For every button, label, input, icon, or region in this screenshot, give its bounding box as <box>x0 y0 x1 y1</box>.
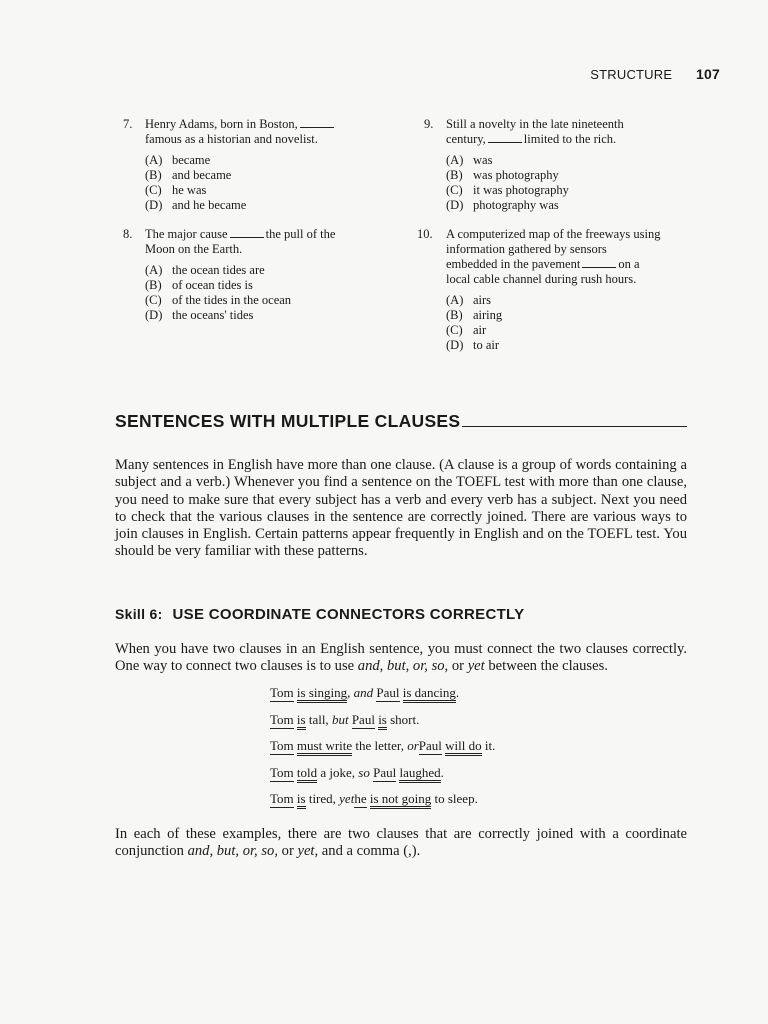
option-a[interactable]: (A) airs <box>446 293 492 307</box>
question-7 <box>123 117 385 213</box>
option-b[interactable]: (B) airing <box>446 308 503 322</box>
option-c[interactable]: (C) it was photography <box>446 183 569 197</box>
answer-blank <box>582 258 616 268</box>
question-10 <box>417 227 706 353</box>
option-d[interactable]: (D) photography was <box>446 198 559 212</box>
option-c[interactable]: (C) he was <box>145 183 207 197</box>
option-b[interactable]: (B) was photography <box>446 168 559 182</box>
example-sentence: Tom is singing, and Paul is dancing. <box>270 684 495 711</box>
answer-blank <box>488 133 522 143</box>
answer-options <box>446 293 706 353</box>
skill-title: USE COORDINATE CONNECTORS CORRECTLY <box>172 606 525 623</box>
section-title: SENTENCES WITH MULTIPLE CLAUSES <box>115 411 687 432</box>
question-stem: Still a novelty in the late nineteenth century, limited to the rich. <box>446 117 624 146</box>
option-d[interactable]: (D) the oceans' tides <box>145 308 254 322</box>
question-8 <box>123 227 385 323</box>
answer-blank <box>300 118 334 128</box>
page-number: 107 <box>696 66 720 82</box>
question-number: 10. <box>417 227 433 241</box>
question-number: 9. <box>424 117 434 131</box>
skill-label: Skill 6: <box>115 606 163 622</box>
question-stem: The major cause the pull of the Moon on the Earth. <box>145 227 336 256</box>
answer-options <box>145 153 385 213</box>
option-c[interactable]: (C) air <box>446 323 487 337</box>
option-a[interactable]: (A) was <box>446 153 493 167</box>
answer-options <box>145 263 385 323</box>
option-a[interactable]: (A) the ocean tides are <box>145 263 265 277</box>
answer-options <box>446 153 696 213</box>
intro-paragraph: Many sentences in English have more than one clause. (A clause is a group of words containing a subject and a verb.) Whenever you find a sentence on the TOEFL test with more than one clause, you need to make sure that every subject has a verb and every verb has a subject. Next you need to check that the various clauses in the sentence are correctly joined. There are various ways to join clauses in English. Certain patterns appear frequently in English and on the TOEFL test. You should be very familiar with these patterns. <box>115 457 687 560</box>
question-9 <box>424 117 696 213</box>
question-number: 8. <box>123 227 133 241</box>
example-sentence: Tom must write the letter, orPaul will do it. <box>270 737 495 764</box>
example-sentences <box>270 684 495 817</box>
page-header <box>590 66 720 82</box>
example-sentence: Tom told a joke, so Paul laughed. <box>270 764 495 791</box>
closing-paragraph: In each of these examples, there are two clauses that are correctly joined with a coordinate conjunction and, but, or, so, or yet, and a comma (,). <box>115 826 687 860</box>
example-sentence: Tom is tall, but Paul is short. <box>270 711 495 738</box>
option-c[interactable]: (C) of the tides in the ocean <box>145 293 292 307</box>
skill-intro-paragraph: When you have two clauses in an English sentence, you must connect the two clauses correctly. One way to connect two clauses is to use and, but, or, so, or yet between the clauses. <box>115 641 687 675</box>
example-sentence: Tom is tired, yethe is not going to sleep. <box>270 790 495 817</box>
skill-heading <box>115 606 524 623</box>
title-rule <box>462 425 687 427</box>
option-d[interactable]: (D) to air <box>446 338 500 352</box>
question-stem: A computerized map of the freeways using information gathered by sensors embedded in the pavement on a local cable channel during rush hours. <box>446 227 661 286</box>
option-a[interactable]: (A) became <box>145 153 211 167</box>
option-b[interactable]: (B) and became <box>145 168 232 182</box>
question-number: 7. <box>123 117 133 131</box>
answer-blank <box>230 228 264 238</box>
option-d[interactable]: (D) and he became <box>145 198 247 212</box>
running-head: STRUCTURE <box>590 67 673 82</box>
question-stem: Henry Adams, born in Boston, famous as a historian and novelist. <box>145 117 385 147</box>
option-b[interactable]: (B) of ocean tides is <box>145 278 253 292</box>
